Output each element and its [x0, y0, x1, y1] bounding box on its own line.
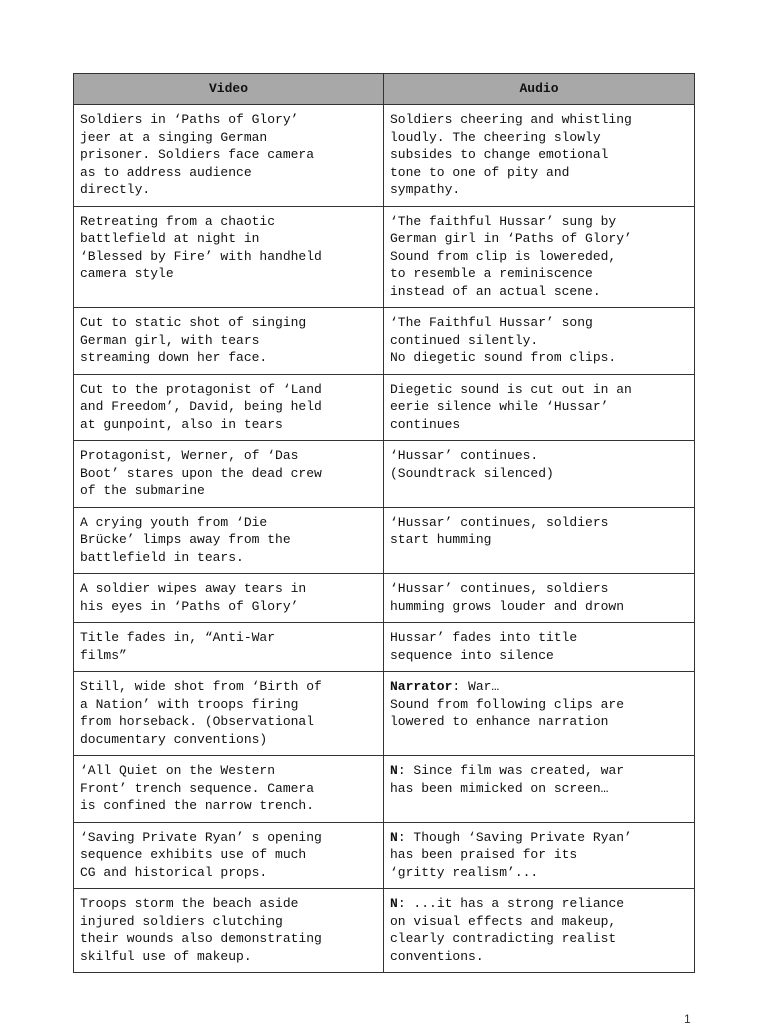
audio-text: Soldiers cheering and whistling loudly. The cheering slowly subsides to change emotional tone to one of pity and sympathy. [390, 112, 632, 197]
audio-text: ‘The faithful Hussar’ sung by German girl in ‘Paths of Glory’ Sound from clip is lowereded, to resemble a reminiscence instead of an actual scene. [390, 213, 632, 299]
table-row [74, 822, 695, 889]
table-row [74, 105, 695, 207]
audio-text: ‘The Faithful Hussar’ song continued silently. No diegetic sound from clips. [390, 315, 617, 365]
audio-text: : Since film was created, war has been mimicked on screen… [390, 763, 625, 796]
audio-speaker-label: N [390, 896, 398, 911]
audio-cell [384, 308, 695, 375]
video-cell: Retreating from a chaotic battlefield at night in ‘Blessed by Fire’ with handheld camera style [74, 206, 384, 308]
audio-cell [384, 105, 695, 207]
video-cell: Soldiers in ‘Paths of Glory’ jeer at a singing German prisoner. Soldiers face camera as to address audience directly. [74, 105, 384, 207]
audio-speaker-label: Narrator [390, 679, 453, 694]
audio-cell [384, 756, 695, 823]
audio-text: Diegetic sound is cut out in an eerie silence while ‘Hussar’ continues [390, 381, 632, 432]
audio-text: ‘Hussar’ continues. (Soundtrack silenced) [390, 448, 554, 481]
video-cell: Troops storm the beach aside injured soldiers clutching their wounds also demonstrating skilful use of makeup. [74, 889, 384, 973]
page-number: 1 [684, 1012, 691, 1026]
audio-text: : War… Sound from following clips are lowered to enhance narration [390, 679, 625, 729]
audio-cell [384, 507, 695, 574]
table-row [74, 206, 695, 308]
table-row [74, 623, 695, 672]
table-row [74, 374, 695, 441]
audio-cell [384, 206, 695, 308]
audio-text: ‘Hussar’ continues, soldiers humming grows louder and drown [390, 581, 625, 614]
table-row [74, 889, 695, 973]
table-row [74, 672, 695, 756]
table-row [74, 574, 695, 623]
video-cell: A soldier wipes away tears in his eyes in ‘Paths of Glory’ [74, 574, 384, 623]
shot-script-table [73, 73, 695, 973]
audio-speaker-label: N [390, 763, 398, 778]
audio-speaker-label: N [390, 829, 398, 845]
audio-text: : ...it has a strong reliance on visual effects and makeup, clearly contradicting realist conventions. [390, 896, 625, 964]
audio-cell [384, 822, 695, 889]
column-header-video: Video [74, 74, 384, 105]
table-row [74, 756, 695, 823]
audio-cell [384, 889, 695, 973]
audio-cell [384, 574, 695, 623]
audio-cell [384, 672, 695, 756]
table-row [74, 507, 695, 574]
video-cell: Title fades in, “Anti-War films” [74, 623, 384, 672]
audio-text: ‘Hussar’ continues, soldiers start humming [390, 514, 609, 547]
table-header-row [74, 74, 695, 105]
video-cell: Cut to static shot of singing German girl, with tears streaming down her face. [74, 308, 384, 375]
column-header-audio: Audio [384, 74, 695, 105]
video-cell: ‘Saving Private Ryan’ s opening sequence exhibits use of much CG and historical props. [74, 822, 384, 889]
table-row [74, 441, 695, 508]
table-row [74, 308, 695, 375]
audio-cell [384, 623, 695, 672]
audio-text: Hussar’ fades into title sequence into silence [390, 630, 578, 663]
video-cell: ‘All Quiet on the Western Front’ trench sequence. Camera is confined the narrow trench. [74, 756, 384, 823]
video-cell: Protagonist, Werner, of ‘Das Boot’ stares upon the dead crew of the submarine [74, 441, 384, 508]
audio-cell [384, 374, 695, 441]
video-cell: Still, wide shot from ‘Birth of a Nation’ with troops firing from horseback. (Observational documentary conventions) [74, 672, 384, 756]
audio-text: : Though ‘Saving Private Ryan’ has been praised for its ‘gritty realism’... [390, 829, 632, 880]
video-cell: Cut to the protagonist of ‘Land and Freedom’, David, being held at gunpoint, also in tears [74, 374, 384, 441]
video-cell: A crying youth from ‘Die Brücke’ limps away from the battlefield in tears. [74, 507, 384, 574]
audio-cell [384, 441, 695, 508]
